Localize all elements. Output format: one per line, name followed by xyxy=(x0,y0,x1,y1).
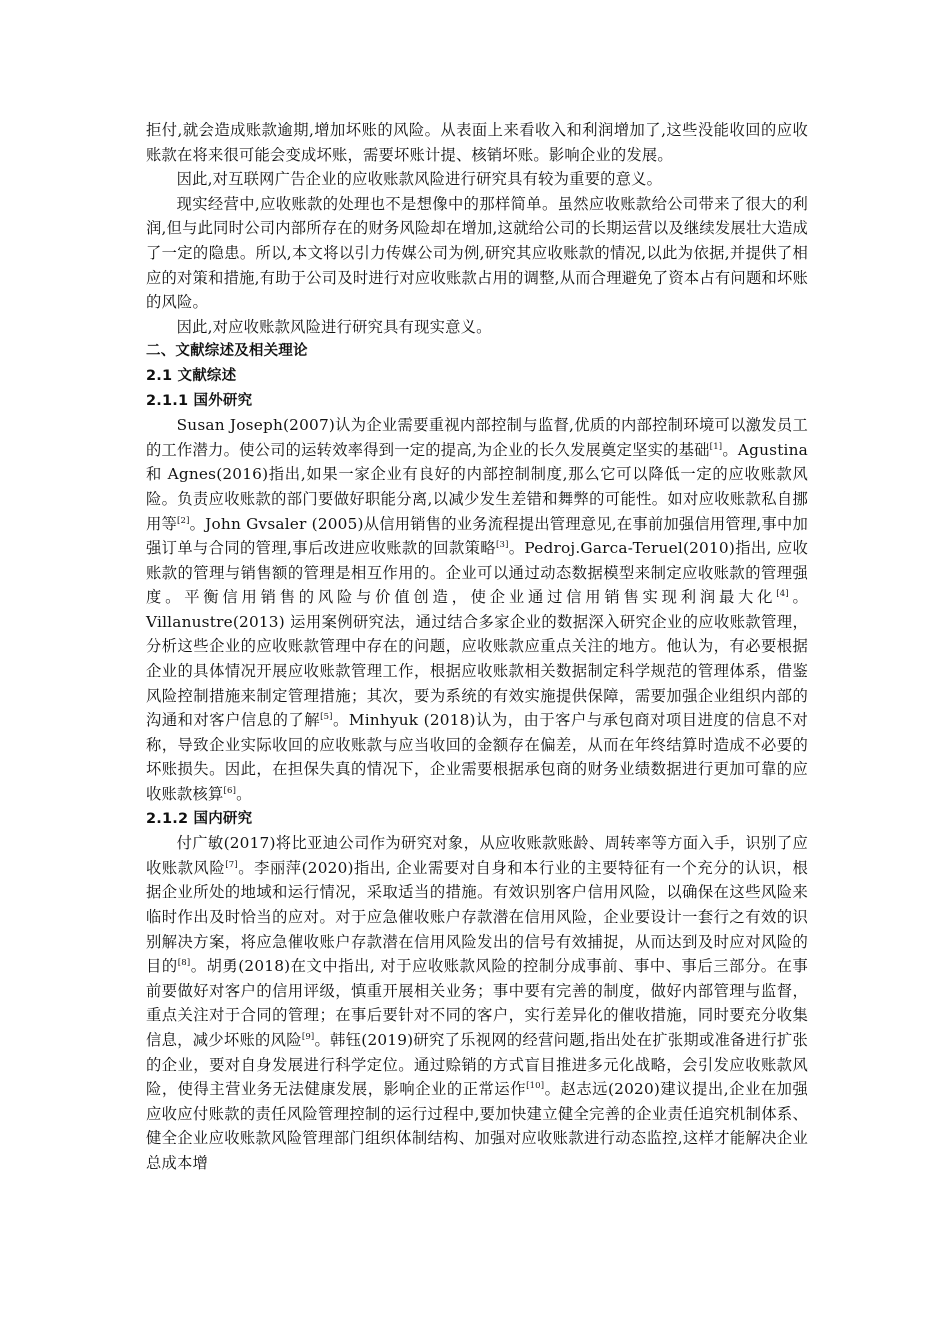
intro-paragraph-continued xyxy=(146,118,808,167)
paragraph-text: 。胡勇(2018)在文中指出, 对于应收账款风险的控制分成事前、事中、事后三部分。在事前要做好对客户的信用评级，慎重开展相关业务；事中要有完善的制度，做好内部管理与监督，重点关注对于合同的管理；在事后要针对不同的客户，实行差异化的催收措施，同时要充分收集信息，减少坏账的风险 xyxy=(146,957,808,1049)
paragraph-text: 现实经营中,应收账款的处理也不是想像中的那样简单。虽然应收账款给公司带来了很大的利润,但与此同时公司内部所存在的财务风险却在增加,这就给公司的长期运营以及继续发展壮大造成了一定的隐患。所以,本文将以引力传媒公司为例,研究其应收账款的情况,以此为依据,并提供了相应的对策和措施,有助于公司及时进行对应收账款占用的调整,从而合理避免了资本占有问题和坏账的风险。 xyxy=(146,194,808,312)
foreign-research-paragraph xyxy=(146,413,808,807)
citation-ref: [9] xyxy=(301,1031,315,1042)
paragraph-text: 。Pedroj.Garca-Teruel(2010)指出, 应收账款的管理与销售额的管理是相互作用的。企业可以通过动态数据模型来制定应收账款的管理强度。平衡信用销售的风险与价值创造，使企业通过信用销售实现利润最大化 xyxy=(146,539,808,607)
citation-ref: [5] xyxy=(320,712,333,723)
citation-ref: [2] xyxy=(177,515,190,526)
paragraph-text: 因此,对互联网广告企业的应收账款风险进行研究具有较为重要的意义。 xyxy=(176,170,663,189)
section-heading-2: 二、文献综述及相关理论 xyxy=(146,343,308,360)
paragraph-text: 。赵志远(2020)建议提出,企业在加强应收应付账款的责任风险管理控制的运行过程中,要加快建立健全完善的企业责任追究机制体系、健全企业应收账款风险管理部门组织体制结构、加强对应收账款进行动态监控,这样才能解决企业总成本增 xyxy=(146,1080,808,1172)
paragraph-text: 付广敏(2017)将比亚迪公司作为研究对象，从应收账款账龄、周转率等方面入手，识别了应收账款风险 xyxy=(146,834,808,877)
practical-background-paragraph xyxy=(146,192,808,315)
citation-ref: [10] xyxy=(526,1081,545,1092)
subsection-heading-2-1: 2.1 文献综述 xyxy=(146,367,237,384)
paragraph-text: 。John Gvsaler (2005)从信用销售的业务流程提出管理意见,在事前加强信用管理,事中加强订单与合同的管理,事后改进应收账款的回款策略 xyxy=(146,514,808,558)
domestic-research-paragraph xyxy=(146,831,808,1175)
citation-ref: [4] xyxy=(776,589,789,600)
citation-ref: [6] xyxy=(223,786,237,797)
paragraph-text: 因此,对应收账款风险进行研究具有现实意义。 xyxy=(176,317,492,336)
document-page xyxy=(146,118,808,1176)
citation-ref: [1] xyxy=(709,441,723,452)
paragraph-text: 。Villanustre(2013) 运用案例研究法，通过结合多家企业的数据深入研究企业的应收账款管理，分析这些企业的应收账款管理中存在的问题，应收账款应重点关注的地方。他认为，有必要根据企业的具体情况开展应收账款管理工作，根据应收账款相关数据制定科学规范的管理体系，借鉴风险控制措施来制定管理措施；其次，要为系统的有效实施提供保障，需要加强企业组织内部的沟通和对客户信息的了解 xyxy=(146,588,809,730)
paragraph-text: 拒付,就会造成账款逾期,增加坏账的风险。从表面上来看收入和利润增加了,这些没能收回的应收账款在将来很可能会变成坏账，需要坏账计提、核销坏账。影响企业的发展。 xyxy=(146,121,808,164)
paragraph-text: 。Minhyuk (2018)认为，由于客户与承包商对项目进度的信息不对称，导致企业实际收回的应收账款与应当收回的金额存在偏差，从而在年终结算时造成不必要的坏账损失。因此，在担保失真的情况下，企业需要根据承包商的财务业绩数据进行更加可靠的应收账款核算 xyxy=(146,711,809,804)
paragraph-text: 。韩钰(2019)研究了乐视网的经营问题,指出处在扩张期或准备进行扩张的企业，要对自身发展进行科学定位。通过赊销的方式盲目推进多元化战略，会引发应收账款风险，使得主营业务无法健康发展，影响企业的正常运作 xyxy=(146,1030,808,1099)
paragraph-text: 。 xyxy=(236,785,252,804)
subsection-heading-2-1-1: 2.1.1 国外研究 xyxy=(146,392,253,409)
paragraph-text: 。李丽萍(2020)指出, 企业需要对自身和本行业的主要特征有一个充分的认识，根据企业所处的地域和运行情况，采取适当的措施。有效识别客户信用风险，以确保在这些风险来临时作出及时恰当的应对。对于应急催收账户存款潜在信用风险，企业要设计一套行之有效的识别解决方案，将应急催收账户存款潜在信用风险发出的信号有效捕捉，从而达到及时应对风险的目的 xyxy=(146,858,808,976)
paragraph-text: Susan Joseph(2007)认为企业需要重视内部控制与监督,优质的内部控制环境可以激发员工的工作潜力。使公司的运转效率得到一定的提高,为企业的长久发展奠定坚实的基础 xyxy=(146,416,808,459)
subsection-heading-2-1-2: 2.1.2 国内研究 xyxy=(146,810,253,827)
citation-ref: [7] xyxy=(225,859,238,870)
intro-significance-paragraph xyxy=(146,167,808,192)
citation-ref: [3] xyxy=(495,540,509,551)
paragraph-text: 。Agustina 和 Agnes(2016)指出,如果一家企业有良好的内部控制制度,那么它可以降低一定的应收账款风险。负责应收账款的部门要做好职能分离,以减少发生差错和舞弊的可能性。如对应收账款私自挪用等 xyxy=(146,440,809,533)
practical-significance-paragraph xyxy=(146,315,808,340)
citation-ref: [8] xyxy=(177,958,191,969)
